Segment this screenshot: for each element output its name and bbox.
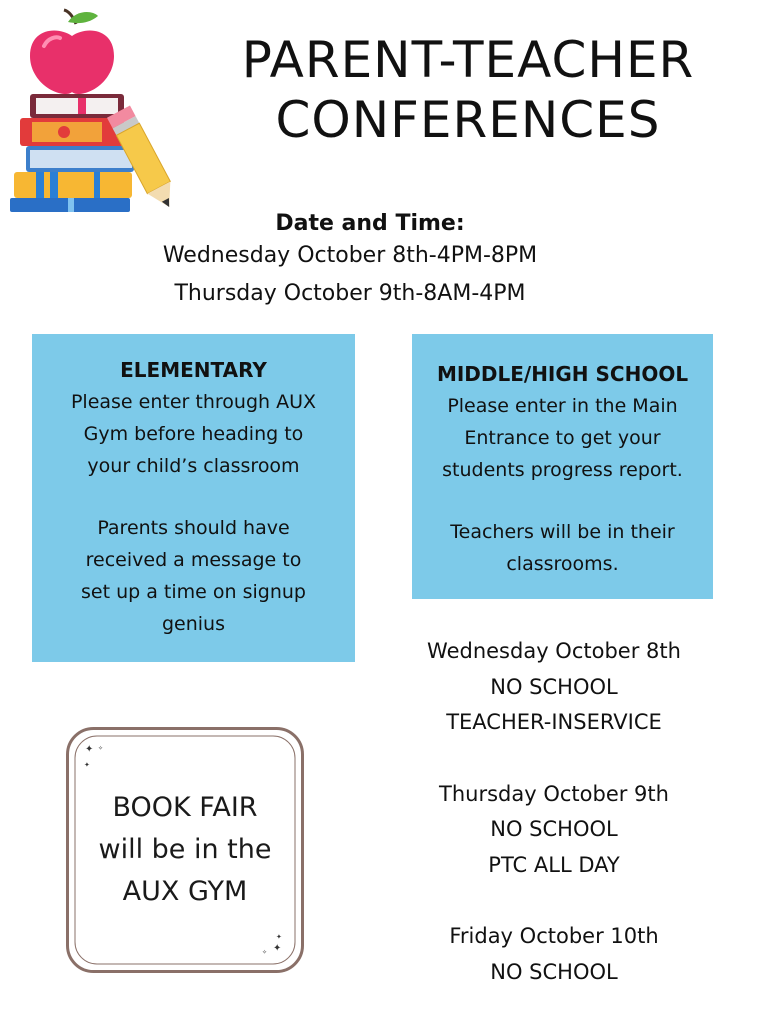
sparkle-icon: ✦ [84,761,90,769]
sparkle-icon: ✦ [273,943,282,954]
schedule-day-heading: Thursday October 9th [439,781,669,806]
info-line: Parents should have [97,517,290,539]
sparkle-icon: ✦ [85,744,94,755]
schedule-line: TEACHER-INSERVICE [446,710,662,734]
info-line: received a message to [85,549,302,571]
schedule-line: NO SCHOOL [490,674,618,699]
title-line-1: PARENT-TEACHER [241,31,695,89]
book-fair-notice [66,787,304,913]
schedule-line: NO SCHOOL [490,959,618,984]
info-line: Entrance to get your [464,427,661,449]
middle-high-info-box [412,334,713,599]
date-time-line: Wednesday October 8th-4PM-8PM [162,243,538,268]
book-fair-line: will be in the [98,834,272,865]
book-stack-icon [10,94,134,212]
book-fair-line: AUX GYM [122,876,248,907]
title-line-2: CONFERENCES [275,91,661,149]
info-line: students progress report. [442,459,683,481]
book-fair-line: BOOK FAIR [112,792,258,823]
schedule-day-heading: Friday October 10th [449,924,659,948]
schedule-line: NO SCHOOL [490,817,618,841]
info-line: Please enter in the Main [447,395,678,417]
schedule-day-heading: Wednesday October 8th [427,639,681,663]
info-line: genius [161,613,225,635]
page-title [208,30,728,150]
sparkle-icon: ✧ [98,745,104,752]
middle-high-heading: MIDDLE/HIGH SCHOOL [436,362,689,386]
info-line: Please enter through AUX [70,391,317,413]
elementary-info-box [32,334,355,662]
info-line: set up a time on signup [81,581,306,603]
schedule-line: PTC ALL DAY [488,852,620,877]
info-line: Teachers will be in their [450,521,675,543]
info-line: Gym before heading to [83,423,304,445]
sparkle-icon: ✦ [276,933,282,941]
sparkle-icon: ✧ [262,949,268,956]
apple-icon [30,10,114,94]
elementary-heading: ELEMENTARY [120,358,267,382]
date-time-line: Thursday October 9th-8AM-4PM [174,281,526,306]
schedule-list [370,634,738,990]
info-line: classrooms. [506,553,619,575]
date-time-label: Date and Time: [275,211,465,236]
info-line: your child’s classroom [87,455,300,477]
school-clipart [8,8,178,213]
